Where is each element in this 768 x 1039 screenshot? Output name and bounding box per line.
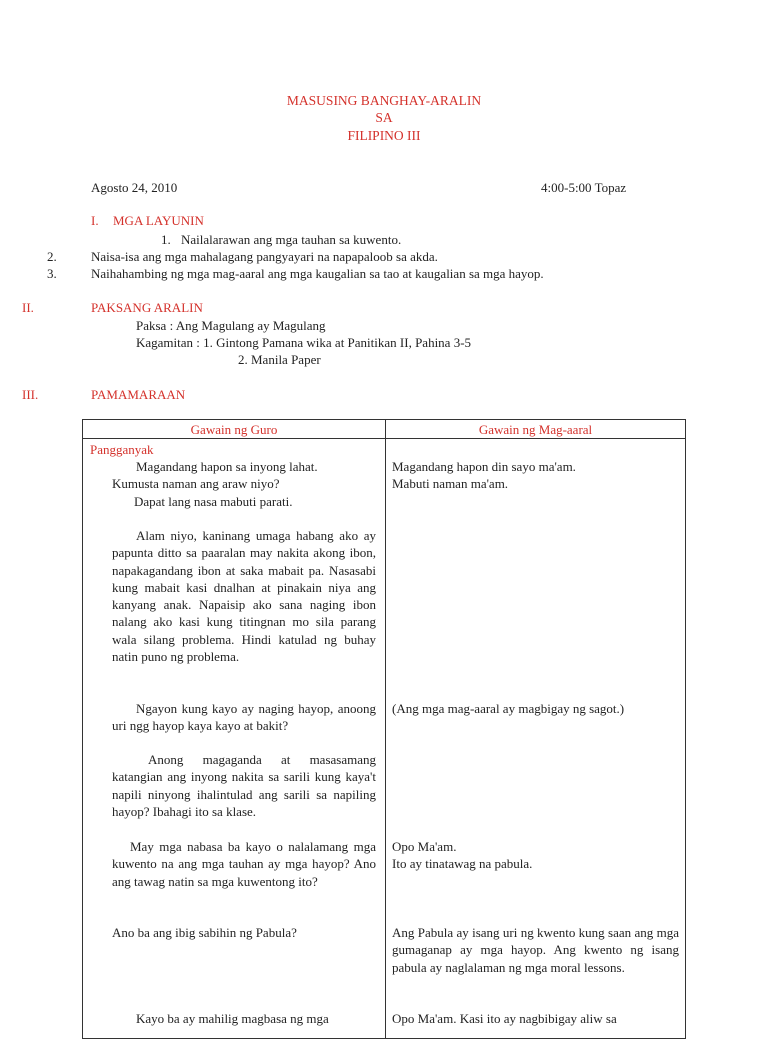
section-1-numeral: I. bbox=[91, 213, 99, 228]
section-1-heading: MGA LAYUNIN bbox=[113, 213, 204, 228]
guro-question-katangian: Anong magaganda at masasamang katangian ang inyong nakita sa sarili kung kaya't napili ninyong ihalintulad ang sarili sa napiling hayop? Ibahagi ito sa klase. bbox=[112, 752, 376, 819]
lesson-date: Agosto 24, 2010 bbox=[91, 180, 178, 195]
objective-1-text: Nailalarawan ang mga tauhan sa kuwento. bbox=[181, 232, 402, 247]
magaaral-aliw: Opo Ma'am. Kasi ito ay nagbibigay aliw sa bbox=[392, 1011, 617, 1026]
guro-greeting: Magandang hapon sa inyong lahat. bbox=[136, 459, 318, 474]
kagamitan-item-2: 2. Manila Paper bbox=[238, 352, 321, 367]
paksa-line: Paksa : Ang Magulang ay Magulang bbox=[136, 318, 326, 333]
section-2-numeral: II. bbox=[22, 300, 34, 315]
guro-question-kuwento: May mga nabasa ba kayo o nalalamang mga kuwento na ang mga tauhan ay mga hayop? Ano ang tawag natin sa mga kuwentong ito? bbox=[112, 839, 376, 889]
kagamitan-line: Kagamitan : 1. Gintong Pamana wika at Panitikan II, Pahina 3-5 bbox=[136, 335, 472, 350]
lesson-schedule: 4:00-5:00 Topaz bbox=[541, 180, 627, 195]
title-line-1: MASUSING BANGHAY-ARALIN bbox=[286, 93, 482, 108]
title-line-3: FILIPINO III bbox=[347, 128, 421, 143]
procedure-table bbox=[82, 419, 686, 1039]
table-header-divider bbox=[83, 438, 685, 439]
table-column-divider bbox=[385, 420, 386, 1038]
section-3-numeral: III. bbox=[22, 387, 39, 402]
subhead-pangganyak: Pangganyak bbox=[90, 442, 154, 457]
guro-ibon-story: Alam niyo, kaninang umaga habang ako ay papunta ditto sa paaralan may nakita akong ibon, napakagandang ibon at saka mabait pa. Nasasabi kung mabait kasi dnalhan at pinakain niya ang kanyang anak. Napaisip ako sana naging ibon nalang ako kasi kung titingnan mo sila parang wala silang problema. Hindi katulad ng buhay natin puno ng problema. bbox=[112, 528, 376, 665]
guro-dapat: Dapat lang nasa mabuti parati. bbox=[134, 494, 293, 509]
magaaral-pabula: Ito ay tinatawag na pabula. bbox=[392, 856, 533, 871]
objective-3-number: 3. bbox=[47, 266, 57, 281]
magaaral-greeting: Magandang hapon din sayo ma'am. bbox=[392, 459, 576, 474]
magaaral-sagot: (Ang mga mag-aaral ay magbigay ng sagot.) bbox=[392, 701, 625, 716]
guro-question-mahilig: Kayo ba ay mahilig magbasa ng mga bbox=[136, 1011, 329, 1026]
section-3-heading: PAMAMARAAN bbox=[91, 387, 186, 402]
magaaral-mabuti: Mabuti naman ma'am. bbox=[392, 476, 509, 491]
column-header-guro: Gawain ng Guro bbox=[190, 422, 278, 437]
column-header-magaaral: Gawain ng Mag-aaral bbox=[478, 422, 593, 437]
guro-kumusta: Kumusta naman ang araw niyo? bbox=[112, 476, 280, 491]
magaaral-opo: Opo Ma'am. bbox=[392, 839, 457, 854]
objective-3-text: Naihahambing ng mga mag-aaral ang mga kaugalian sa tao at kaugalian sa mga hayop. bbox=[91, 266, 544, 281]
section-2-heading: PAKSANG ARALIN bbox=[91, 300, 203, 315]
objective-1-number: 1. bbox=[161, 232, 171, 247]
objective-2-number: 2. bbox=[47, 249, 57, 264]
magaaral-pabula-definition: Ang Pabula ay isang uri ng kwento kung saan ang mga gumaganap ay mga hayop. Ang kwento ng isang pabula ay naglalaman ng mga moral lessons. bbox=[392, 925, 679, 975]
objective-2-text: Naisa-isa ang mga mahalagang pangyayari na napapaloob sa akda. bbox=[91, 249, 438, 264]
title-line-2: SA bbox=[375, 110, 393, 125]
guro-question-pabula: Ano ba ang ibig sabihin ng Pabula? bbox=[112, 925, 297, 940]
guro-question-hayop: Ngayon kung kayo ay naging hayop, anoong uri ngg hayop kaya kayo at bakit? bbox=[112, 701, 376, 734]
